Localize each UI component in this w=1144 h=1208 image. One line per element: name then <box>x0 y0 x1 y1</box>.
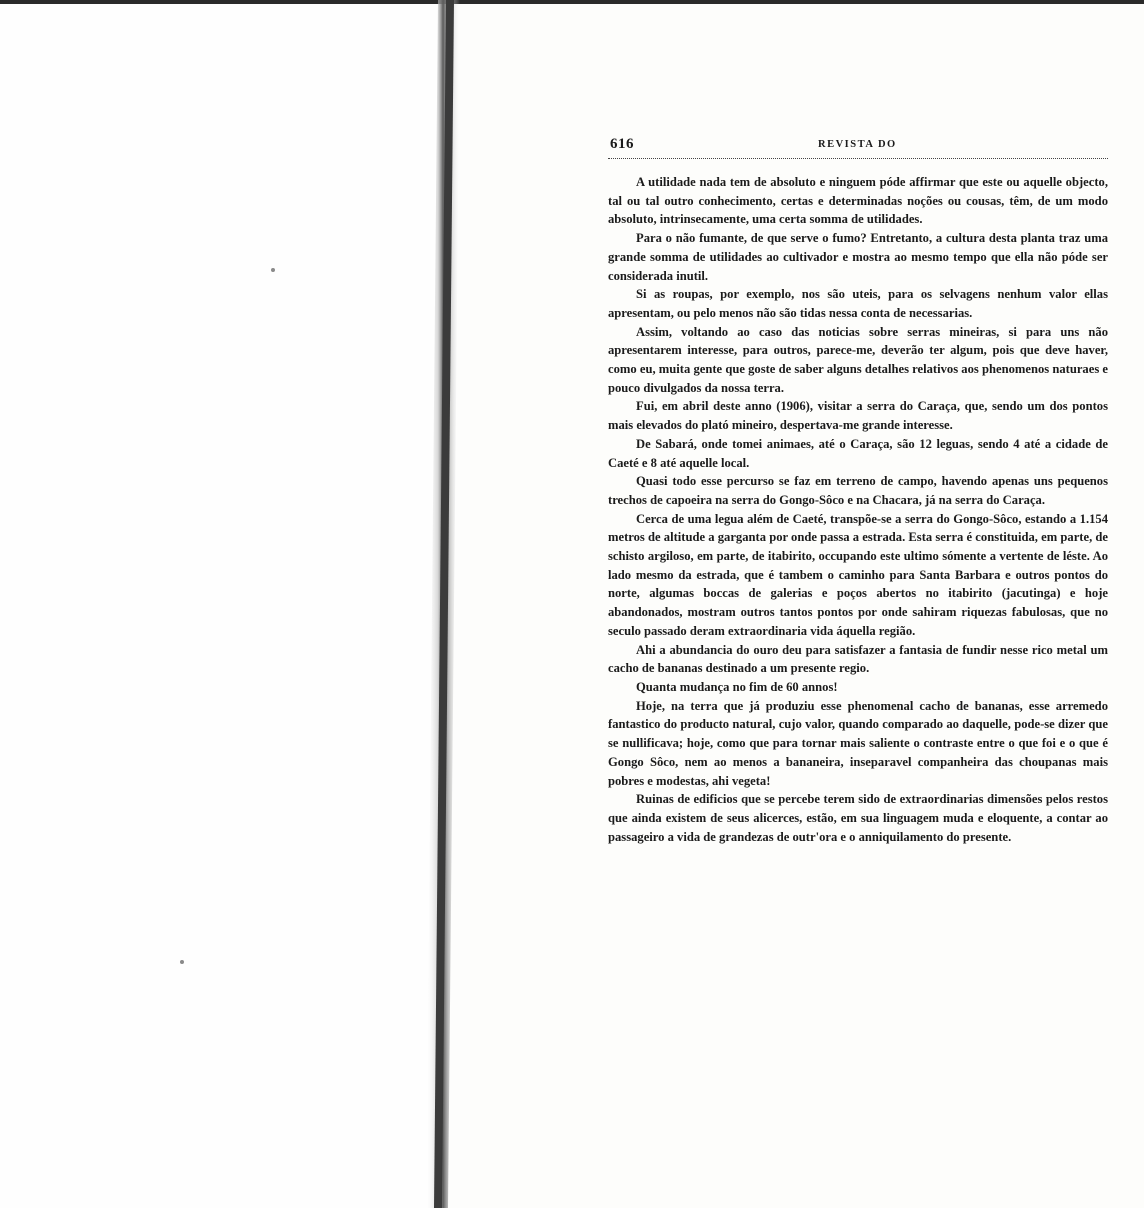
running-head <box>608 136 1108 159</box>
paragraph: Quasi todo esse percurso se faz em terreno de campo, havendo apenas uns pequenos trechos de capoeira na serra do Gongo-Sôco e na Chacara, já na serra do Caraça. <box>608 474 1108 507</box>
paper-speck <box>180 960 184 964</box>
paper-speck <box>271 268 275 272</box>
paragraph: De Sabará, onde tomei animaes, até o Caraça, são 12 leguas, sendo 4 até a cidade de Caeté e 8 até aquelle local. <box>608 436 1108 470</box>
journal-title: REVISTA DO <box>818 139 897 150</box>
paragraph: Hoje, na terra que já produziu esse phenomenal cacho de bananas, esse arremedo fantastico do producto natural, cujo valor, quando comparado ao daquelle, pode-se dizer que se nullificava; hoje, como que para tornar mais saliente o contraste entre o que foi e o que é Gongo Sôco, nem ao menos a bananeira, inseparavel companheira das choupanas mais pobres e modestas, ahi vegeta! <box>608 698 1108 788</box>
paragraph: A utilidade nada tem de absoluto e ninguem póde affirmar que este ou aquelle objecto, tal ou tal outro conhecimento, certas e determinadas noções ou cousas, têm, de um modo absoluto, intrinsecamente, uma certa somma de utilidades. <box>608 175 1108 227</box>
paragraph: Ahi a abundancia do ouro deu para satisfazer a fantasia de fundir nesse rico metal um cacho de bananas destinado a um presente regio. <box>608 642 1108 676</box>
paragraph: Si as roupas, por exemplo, nos são uteis, para os selvagens nenhum valor ellas apresentam, ou pelo menos não são tidas nessa conta de necessarias. <box>608 287 1108 320</box>
paragraph: Quanta mudança no fim de 60 annos! <box>636 679 838 694</box>
page-text-block <box>608 136 1108 846</box>
book-gutter-shadow <box>418 0 478 1208</box>
paragraph: Assim, voltando ao caso das noticias sobre serras mineiras, si para uns não apresentarem interesse, para outros, parece-me, deverão ter algum, pois que deve haver, como eu, muita gente que goste de saber alguns detalhes relativos aos phenomenos naturaes e pouco divulgados da nossa terra. <box>608 324 1108 395</box>
paragraph: Fui, em abril deste anno (1906), visitar a serra do Caraça, que, sendo um dos pontos mais elevados do plató mineiro, despertava-me grande interesse. <box>608 399 1108 433</box>
article-body <box>608 173 1108 846</box>
paragraph: Para o não fumante, de que serve o fumo? Entretanto, a cultura desta planta traz uma grande somma de utilidades ao cultivador e mostra ao mesmo tempo que ella não póde ser considerada inutil. <box>608 231 1108 283</box>
page-number: 616 <box>610 136 634 152</box>
paragraph: Cerca de uma legua além de Caeté, transpõe-se a serra do Gongo-Sôco, estando a 1.154 metros de altitude a garganta por onde passa a estrada. Esta serra é constituida, em parte, de schisto argiloso, em parte, de itabirito, occupando este ultimo sómente a vertente de léste. Ao lado mesmo da estrada, que é tambem o caminho para Santa Barbara e outros pontos do norte, algumas boccas de galerias e poços abertos no itabirito (jacutinga) e hoje abandonados, mostram outros tantos pontos por onde sahiram riquezas fabulosas, que no seculo passado deram extraordinaria vida áquella região. <box>608 511 1108 638</box>
paragraph: Ruinas de edificios que se percebe terem sido de extraordinarias dimensões pelos restos que ainda existem de seus alicerces, estão, em sua linguagem muda e eloquente, a contar ao passageiro a vida de grandezas de outr'ora e o anniquilamento do presente. <box>608 792 1108 844</box>
left-page-blank <box>0 4 440 1208</box>
